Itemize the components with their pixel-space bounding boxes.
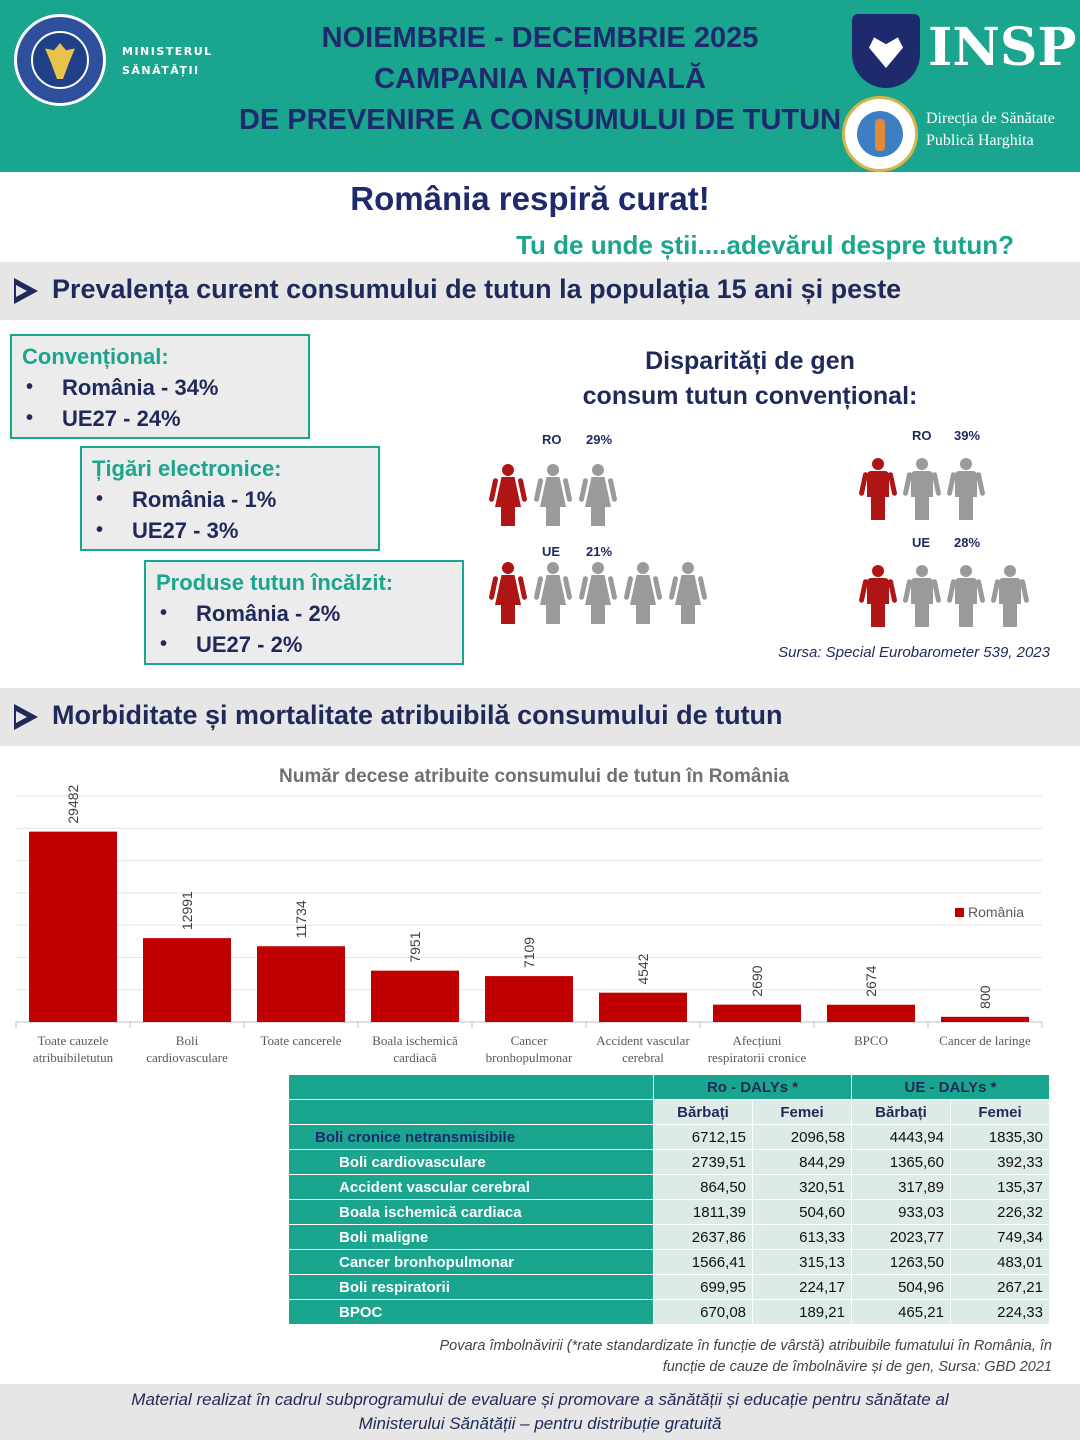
deaths-bar-chart bbox=[14, 756, 1054, 1072]
bar bbox=[713, 1005, 801, 1022]
stat-item: • UE27 - 3% bbox=[92, 515, 368, 546]
men-ro-value: 39% bbox=[954, 428, 981, 443]
category-label: bronhopulmonar bbox=[485, 1050, 573, 1065]
men-ro-label: RO bbox=[912, 428, 932, 443]
bar bbox=[599, 993, 687, 1022]
bar bbox=[371, 971, 459, 1022]
table-row-label: Accident vascular cerebral bbox=[289, 1175, 654, 1200]
table-caption-line-1: Povara îmbolnăvirii (*rate standardizate în funcție de vârstă) atribuibile fumatului în România, în bbox=[439, 1338, 1052, 1354]
bar bbox=[29, 832, 117, 1022]
table-row bbox=[289, 1250, 1050, 1275]
man-icon bbox=[863, 458, 893, 520]
government-seal-icon bbox=[14, 14, 106, 106]
data-label: 4542 bbox=[635, 953, 651, 985]
table-group-header-ue: UE - DALYs * bbox=[852, 1075, 1050, 1100]
table-body bbox=[289, 1125, 1050, 1325]
arrow-icon bbox=[14, 704, 40, 730]
data-label: 7109 bbox=[521, 936, 537, 969]
campaign-title-line-1: NOIEMBRIE - DECEMBRIE 2025 bbox=[321, 22, 759, 54]
women-ro-label: RO bbox=[542, 432, 562, 447]
stat-item: • UE27 - 2% bbox=[156, 629, 452, 660]
insp-logo-icon bbox=[852, 14, 920, 88]
man-icon bbox=[951, 458, 981, 520]
table-row-label: Boli cardiovasculare bbox=[289, 1150, 654, 1175]
table-row bbox=[289, 1125, 1050, 1150]
stat-item: • România - 1% bbox=[92, 484, 368, 515]
woman-icon bbox=[583, 464, 613, 526]
table-row-label: Cancer bronhopulmonar bbox=[289, 1250, 654, 1275]
category-label: Boala ischemică bbox=[372, 1033, 458, 1048]
stat-box-heading: Țigări electronice: bbox=[92, 456, 282, 481]
table-cell: 224,17 bbox=[753, 1275, 852, 1300]
table-sub-header: Femei bbox=[950, 1100, 1049, 1125]
footer-line-1: Material realizat în cadrul subprogramului de evaluare și promovare a sănătății și educație pentru sănătate al bbox=[131, 1390, 949, 1409]
dsp-name-line-1: Direcția de Sănătate bbox=[926, 110, 1055, 127]
footer bbox=[0, 1384, 1080, 1440]
category-label: cardiovasculare bbox=[146, 1050, 228, 1065]
table-group-header-row bbox=[289, 1075, 1050, 1100]
category-label: respiratorii cronice bbox=[707, 1050, 807, 1065]
category-label: BPCO bbox=[854, 1033, 888, 1048]
table-caption bbox=[300, 1336, 1052, 1378]
stat-box-e-cigarettes bbox=[80, 446, 380, 551]
ministry-line-1: MINISTERUL bbox=[122, 45, 213, 58]
stat-box-heated-tobacco bbox=[144, 560, 464, 665]
table-cell: 483,01 bbox=[950, 1250, 1049, 1275]
table-cell: 504,60 bbox=[753, 1200, 852, 1225]
dsp-name-line-2: Publică Harghita bbox=[926, 132, 1034, 149]
stat-box-heading: Produse tutun încălzit: bbox=[156, 570, 394, 595]
stat-box-heading: Convențional: bbox=[22, 344, 169, 369]
table-cell: 224,33 bbox=[950, 1300, 1049, 1325]
table-cell: 504,96 bbox=[852, 1275, 951, 1300]
data-label: 2690 bbox=[749, 965, 765, 997]
table-cell: 2637,86 bbox=[654, 1225, 753, 1250]
table-cell: 267,21 bbox=[950, 1275, 1049, 1300]
table-cell: 226,32 bbox=[950, 1200, 1049, 1225]
section-prevalence-title: Prevalența curent consumului de tutun la populația 15 ani și peste bbox=[52, 274, 902, 304]
campaign-title-line-2: CAMPANIA NAȚIONALĂ bbox=[374, 63, 706, 95]
table-sub-header: Bărbați bbox=[654, 1100, 753, 1125]
stat-item: • România - 2% bbox=[156, 598, 452, 629]
category-label: Toate cancerele bbox=[260, 1033, 342, 1048]
table-cell: 1365,60 bbox=[852, 1150, 951, 1175]
table-group-header-ro: Ro - DALYs * bbox=[654, 1075, 852, 1100]
table-row-label: Boli cronice netransmisibile bbox=[289, 1125, 654, 1150]
man-icon bbox=[995, 565, 1025, 627]
women-ue-label: UE bbox=[542, 544, 561, 559]
woman-icon bbox=[583, 562, 613, 624]
woman-icon bbox=[493, 562, 523, 624]
gender-disparity-title bbox=[560, 344, 940, 414]
table-cell: 317,89 bbox=[852, 1175, 951, 1200]
category-label: Cancer bbox=[510, 1033, 548, 1048]
arrow-icon bbox=[14, 278, 40, 304]
man-icon bbox=[951, 565, 981, 627]
header-banner bbox=[0, 0, 1080, 172]
man-icon bbox=[907, 458, 937, 520]
men-ue-value: 28% bbox=[954, 535, 981, 550]
eurobarometer-source: Sursa: Special Eurobarometer 539, 2023 bbox=[778, 644, 1050, 661]
category-label: atribuibiletutun bbox=[32, 1050, 114, 1065]
category-label: cardiacă bbox=[393, 1050, 437, 1065]
table-cell: 6712,15 bbox=[654, 1125, 753, 1150]
legend-swatch bbox=[955, 908, 964, 917]
insp-logo-text: INSP bbox=[928, 17, 1077, 78]
section-morbidity-title: Morbiditate și mortalitate atribuibilă consumului de tutun bbox=[52, 700, 783, 730]
woman-icon bbox=[538, 562, 568, 624]
table-cell: 2023,77 bbox=[852, 1225, 951, 1250]
table-cell: 1835,30 bbox=[950, 1125, 1049, 1150]
woman-icon bbox=[628, 562, 658, 624]
category-label: Accident vascular bbox=[596, 1033, 690, 1048]
bar bbox=[143, 938, 231, 1022]
table-cell: 844,29 bbox=[753, 1150, 852, 1175]
table-cell: 320,51 bbox=[753, 1175, 852, 1200]
women-ue-value: 21% bbox=[586, 544, 613, 559]
data-label: 7951 bbox=[407, 931, 423, 963]
table-cell: 465,21 bbox=[852, 1300, 951, 1325]
table-sub-header: Bărbați bbox=[852, 1100, 951, 1125]
table-row-label: Boli respiratorii bbox=[289, 1275, 654, 1300]
legend-label: România bbox=[968, 904, 1025, 920]
category-label: Boli bbox=[175, 1033, 199, 1048]
section-morbidity-header bbox=[0, 688, 1080, 746]
table-cell: 2096,58 bbox=[753, 1125, 852, 1150]
section-prevalence-header bbox=[0, 262, 1080, 320]
table-header-empty bbox=[289, 1075, 654, 1100]
ministry-line-2: SĂNĂTĂȚII bbox=[122, 64, 200, 77]
table-cell: 613,33 bbox=[753, 1225, 852, 1250]
data-label: 29482 bbox=[65, 784, 81, 824]
bar bbox=[257, 946, 345, 1022]
dalys-table bbox=[288, 1074, 1050, 1325]
table-cell: 1811,39 bbox=[654, 1200, 753, 1225]
campaign-title bbox=[200, 18, 880, 141]
campaign-title-line-3: DE PREVENIRE A CONSUMULUI DE TUTUN bbox=[238, 104, 842, 136]
table-row bbox=[289, 1300, 1050, 1325]
table-row bbox=[289, 1225, 1050, 1250]
table-cell: 1263,50 bbox=[852, 1250, 951, 1275]
table-cell: 2739,51 bbox=[654, 1150, 753, 1175]
stat-item: • UE27 - 24% bbox=[22, 403, 298, 434]
category-label: Afecțiuni bbox=[732, 1033, 782, 1048]
table-row-label: BPOC bbox=[289, 1300, 654, 1325]
stat-box-conventional bbox=[10, 334, 310, 439]
dsp-name bbox=[926, 108, 1055, 152]
table-cell: 864,50 bbox=[654, 1175, 753, 1200]
table-row bbox=[289, 1150, 1050, 1175]
man-icon bbox=[863, 565, 893, 627]
man-icon bbox=[907, 565, 937, 627]
table-row-label: Boala ischemică cardiaca bbox=[289, 1200, 654, 1225]
woman-icon bbox=[538, 464, 568, 526]
data-label: 11734 bbox=[293, 900, 309, 939]
table-caption-line-2: funcție de cauze de îmbolnăvire și de gen, Sursa: GBD 2021 bbox=[662, 1359, 1052, 1375]
table-cell: 135,37 bbox=[950, 1175, 1049, 1200]
bar bbox=[941, 1017, 1029, 1022]
table-row bbox=[289, 1200, 1050, 1225]
table-cell: 189,21 bbox=[753, 1300, 852, 1325]
dsp-harghita-seal-icon bbox=[842, 96, 918, 172]
table-cell: 392,33 bbox=[950, 1150, 1049, 1175]
stat-item: • România - 34% bbox=[22, 372, 298, 403]
table-cell: 670,08 bbox=[654, 1300, 753, 1325]
sub-slogan: Tu de unde știi....adevărul despre tutun? bbox=[516, 230, 1014, 260]
gender-title-line-1: Disparități de gen bbox=[645, 347, 855, 375]
footer-line-2: Ministerului Sănătății – pentru distribuție gratuită bbox=[358, 1414, 722, 1433]
table-cell: 315,13 bbox=[753, 1250, 852, 1275]
table-cell: 933,03 bbox=[852, 1200, 951, 1225]
bar bbox=[827, 1005, 915, 1022]
deaths-chart bbox=[14, 756, 1054, 1072]
data-label: 12991 bbox=[179, 891, 195, 931]
table-row bbox=[289, 1175, 1050, 1200]
table-cell: 1566,41 bbox=[654, 1250, 753, 1275]
woman-icon bbox=[673, 562, 703, 624]
chart-title: Număr decese atribuite consumului de tutun în România bbox=[279, 766, 789, 787]
table-cell: 749,34 bbox=[950, 1225, 1049, 1250]
table-sub-header-row bbox=[289, 1100, 1050, 1125]
men-ue-label: UE bbox=[912, 535, 931, 550]
category-label: cerebral bbox=[622, 1050, 664, 1065]
table-row bbox=[289, 1275, 1050, 1300]
table-header-empty bbox=[289, 1100, 654, 1125]
data-label: 800 bbox=[977, 985, 993, 1009]
bar bbox=[485, 976, 573, 1022]
data-label: 2674 bbox=[863, 965, 879, 997]
category-label: Toate cauzele bbox=[37, 1033, 109, 1048]
women-ro-value: 29% bbox=[586, 432, 613, 447]
slogan: România respiră curat! bbox=[350, 180, 710, 217]
table-cell: 4443,94 bbox=[852, 1125, 951, 1150]
gender-title-line-2: consum tutun convențional: bbox=[582, 382, 918, 410]
category-label: Cancer de laringe bbox=[939, 1033, 1031, 1048]
table-cell: 699,95 bbox=[654, 1275, 753, 1300]
table-sub-header: Femei bbox=[753, 1100, 852, 1125]
woman-icon bbox=[493, 464, 523, 526]
table-row-label: Boli maligne bbox=[289, 1225, 654, 1250]
